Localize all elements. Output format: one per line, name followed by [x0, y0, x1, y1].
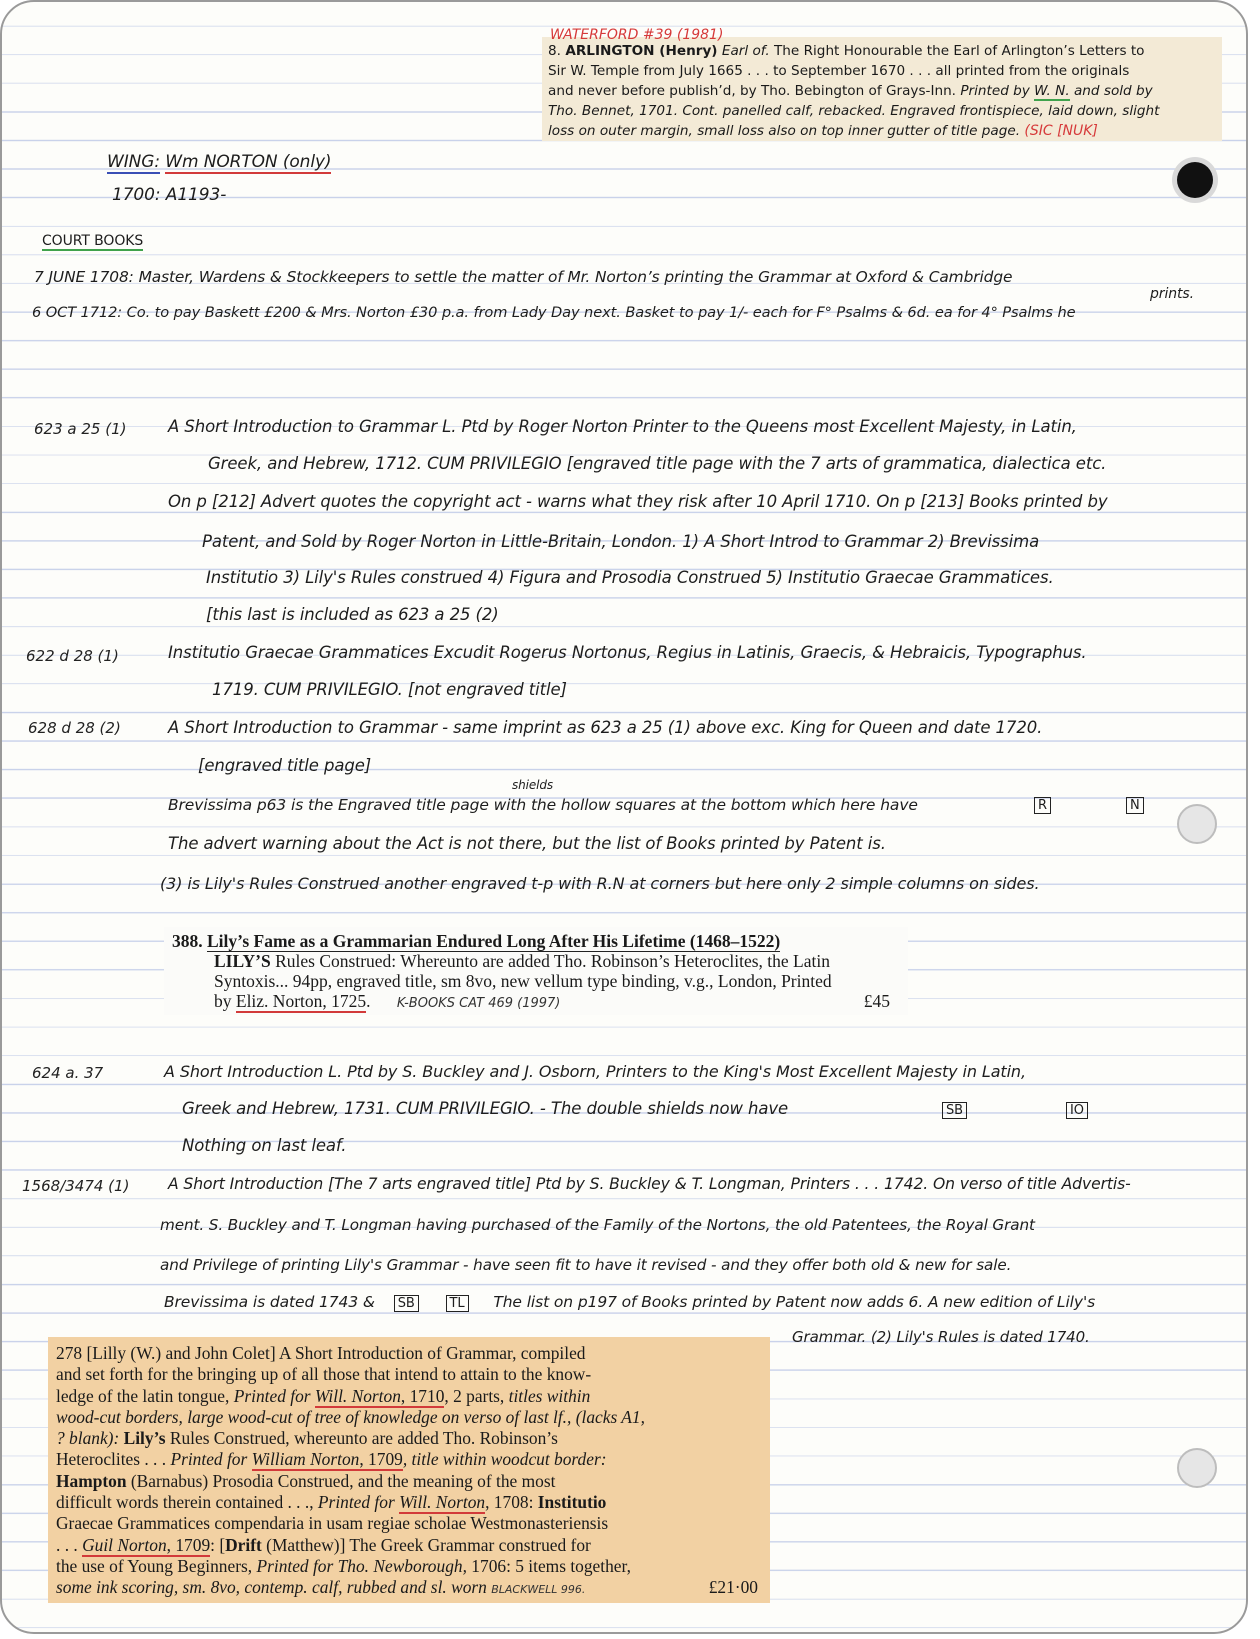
clipping-text: , title within woodcut border: [402, 1449, 607, 1470]
clipping-line [548, 121, 1216, 141]
court-books-line: 7 JUNE 1708: Master, Wardens & Stockkeepers to settle the matter of Mr. Norton’s printing the Grammar at Oxford & Cambridge [34, 268, 1013, 286]
shield-box [1034, 794, 1051, 813]
clipping-text: : [ [210, 1534, 226, 1555]
lot-number: 8. [548, 43, 561, 59]
clipping-title: Lily’s Fame as a Grammarian Endured Long After His Lifetime (1468–1522) [207, 931, 781, 951]
binder-hole-bottom [1177, 1448, 1217, 1488]
binder-hole-middle [1177, 804, 1217, 844]
entry-line: The advert warning about the Act is not there, but the list of Books printed by Patent is. [168, 834, 886, 853]
clipping-author: LILY’S [214, 951, 271, 971]
date: , 1709 [166, 1534, 211, 1555]
wing-ref: 1700: A1193- [112, 185, 227, 205]
clipping-text: Printed for Tho. Newborough, [256, 1555, 467, 1576]
clipping-text: some ink scoring, sm. 8vo, contemp. calf, rubbed and sl. worn [56, 1577, 487, 1598]
shelfmark: 622 d 28 (1) [26, 647, 119, 665]
clipping-line [548, 81, 1216, 101]
date: , 1708: [485, 1492, 534, 1513]
ms-note-sic: (SIC [NUK] [1024, 123, 1098, 139]
clipping-text: , 2 parts, [444, 1385, 509, 1406]
printer-initials: W. N. [1034, 83, 1070, 99]
shelfmark: 624 a. 37 [32, 1064, 104, 1082]
clipping-text: (Matthew)] The Greek Grammar construed for [261, 1534, 591, 1555]
clipping-line [56, 1471, 762, 1492]
clipping-text: . [366, 991, 371, 1011]
court-books-heading [42, 233, 143, 249]
shield-box [942, 1099, 967, 1118]
entry-text: The list on p197 of Books printed by Patent now adds 6. A new edition of Lily's [493, 1293, 1096, 1311]
printer-name: Eliz. Norton, 1725 [235, 991, 367, 1011]
clipping-text: Rules Construed: Whereunto are added Tho. Robinson’s Heteroclites, the Latin [270, 951, 830, 971]
shield-box-label: R [1034, 797, 1051, 814]
clipping-author: Hampton [56, 1470, 127, 1491]
clipping-text: Syntoxis... 94pp, engraved title, sm 8vo, new vellum type binding, v.g., London, Printed [214, 971, 832, 991]
entry-line: On p [212] Advert quotes the copyright act - warns what they risk after 10 April 1710. On p [213] Books printed by [168, 492, 1108, 511]
ms-note-waterford: WATERFORD #39 (1981) [550, 27, 724, 43]
clipping-text: wood-cut borders, large wood-cut of tree of knowledge on verso of last lf., (lacks A1, [56, 1406, 645, 1427]
catalogue-clipping-278 [48, 1337, 770, 1603]
clipping-line [172, 951, 900, 971]
entry-text: Brevissima is dated 1743 & [164, 1293, 375, 1311]
clipping-heading [172, 931, 900, 951]
author-title: Earl of. [717, 43, 770, 59]
court-books-note: prints. [1150, 286, 1194, 302]
clipping-text: titles within [508, 1385, 591, 1406]
clipping-text: Heteroclites . . . [56, 1449, 171, 1470]
lot-number: 278 [56, 1343, 83, 1363]
shelfmark: 1568/3474 (1) [22, 1177, 130, 1195]
ms-note-kbooks: K-BOOKS CAT 469 (1997) [396, 996, 561, 1011]
clipping-line [56, 1449, 762, 1470]
clipping-text: and never before publish’d, by Tho. Bebington of Grays-Inn. [548, 83, 957, 99]
clipping-line [56, 1577, 762, 1600]
clipping-line [172, 991, 900, 1014]
printer-name: Will. Norton [399, 1492, 486, 1513]
clipping-text: Tho. Bennet, 1701. Cont. panelled calf, rebacked. Engraved frontispiece, laid down, slight [548, 103, 1160, 119]
entry-line: and Privilege of printing Lily's Grammar - have seen fit to have it revised - and they offer both old & new for sale. [160, 1256, 1012, 1274]
entry-line: Nothing on last leaf. [182, 1136, 347, 1155]
wing-line [107, 152, 331, 172]
clipping-text: loss on outer margin, small loss also on top inner gutter of title page. [548, 123, 1021, 139]
entry-line: [engraved title page] [198, 756, 372, 775]
shelfmark: 628 d 28 (2) [28, 719, 121, 737]
binder-hole-top [1177, 162, 1213, 198]
shield-box-label: SB [942, 1102, 967, 1119]
entry-line: 1719. CUM PRIVILEGIO. [not engraved title] [212, 680, 567, 699]
entry-line: A Short Introduction [The 7 arts engraved title] Ptd by S. Buckley & T. Longman, Printers . . . 1742. On verso of title Advertis- [168, 1175, 1131, 1193]
date: , 1710 [400, 1385, 445, 1406]
price: £45 [863, 991, 890, 1011]
clipping-text: Sir W. Temple from July 1665 . . . to September 1670 . . . all printed from the originals [548, 63, 1130, 79]
clipping-author: Institutio [533, 1492, 607, 1513]
entry-line: Institutio 3) Lily's Rules construed 4) Figura and Prosodia Construed 5) Institutio Graecae Grammatices. [206, 568, 1054, 587]
price: £21·00 [708, 1577, 758, 1598]
clipping-text: and sold by [1073, 83, 1153, 99]
clipping-text: Printed for [313, 1492, 400, 1513]
shield-box [1126, 794, 1144, 813]
entry-line: Greek, and Hebrew, 1712. CUM PRIVILEGIO [engraved title page with the 7 arts of grammatica, dialectica etc. [208, 454, 1107, 473]
clipping-line [56, 1492, 762, 1513]
clipping-text: Rules Construed, whereunto are added Tho. Robinson’s [165, 1428, 558, 1449]
clipping-text: . . . [56, 1534, 83, 1555]
entry-line: A Short Introduction to Grammar L. Ptd by Roger Norton Printer to the Queens most Excellent Majesty, in Latin, [168, 417, 1077, 436]
clipping-line [56, 1556, 762, 1577]
clipping-text: (Barnabus) Prosodia Construed, and the meaning of the most [126, 1470, 556, 1491]
entry-line: ment. S. Buckley and T. Longman having purchased of the Family of the Nortons, the old Patentees, the Royal Grant [160, 1216, 1035, 1234]
printer-name: William Norton [251, 1449, 360, 1470]
clipping-text: by [214, 991, 236, 1011]
clipping-line [56, 1343, 762, 1364]
wing-label: WING: [107, 152, 160, 172]
catalogue-clipping-388 [164, 927, 908, 1015]
shield-box-label: TL [446, 1295, 469, 1312]
lot-number: 388. [172, 931, 203, 951]
wing-value: Wm NORTON (only) [165, 152, 332, 172]
clipping-text: Graecae Grammatices compendaria in usam regiae scholae Westmonasteriensis [56, 1513, 609, 1534]
shelfmark: 623 a 25 (1) [34, 420, 127, 438]
correction-note: shields [512, 778, 554, 792]
clipping-author: Lily’s [119, 1428, 166, 1449]
court-books-line: 6 OCT 1712: Co. to pay Baskett £200 & Mrs. Norton £30 p.a. from Lady Day next. Basket to pay 1/- each for F° Psalms & 6d. ea for 4° Psalms he [32, 304, 1076, 321]
shield-box-label: SB [394, 1295, 419, 1312]
clipping-text: Printed by [960, 83, 1030, 99]
clipping-text: Printed for [233, 1385, 315, 1406]
entry-line: Greek and Hebrew, 1731. CUM PRIVILEGIO. - The double shields now have [182, 1099, 789, 1118]
ms-note-blackwell: BLACKWELL 996. [491, 1583, 586, 1597]
clipping-author: Drift [225, 1534, 262, 1555]
catalogue-clipping-arlington [542, 27, 1222, 141]
shield-box-label: IO [1066, 1102, 1088, 1119]
clipping-text: ledge of the latin tongue, [56, 1385, 234, 1406]
clipping-line [56, 1428, 762, 1449]
entry-line: A Short Introduction to Grammar - same imprint as 623 a 25 (1) above exc. King for Queen and date 1720. [168, 718, 1043, 737]
court-books-heading-text: COURT BOOKS [42, 233, 144, 249]
clipping-text: [Lilly (W.) and John Colet] A Short Introduction of Grammar, compiled [86, 1343, 586, 1363]
clipping-text: ? blank): [56, 1428, 120, 1449]
entry-line: A Short Introduction L. Ptd by S. Buckley and J. Osborn, Printers to the King's Most Excellent Majesty in Latin, [164, 1062, 1026, 1081]
author-name: ARLINGTON (Henry) [565, 43, 718, 59]
date: , 1709 [359, 1449, 403, 1470]
shield-box [1066, 1099, 1088, 1118]
entry-line: (3) is Lily's Rules Construed another engraved t-p with R.N at corners but here only 2 simple columns on sides. [160, 874, 1040, 893]
clipping-line [56, 1386, 762, 1407]
entry-line: Patent, and Sold by Roger Norton in Little-Britain, London. 1) A Short Introd to Grammar 2) Brevissima [202, 532, 1040, 551]
clipping-line [56, 1535, 762, 1556]
printer-name: Guil Norton [82, 1534, 167, 1555]
entry-line: Brevissima p63 is the Engraved title page with the hollow squares at the bottom which here have [168, 796, 918, 814]
entry-line: [this last is included as 623 a 25 (2) [206, 605, 499, 624]
clipping-text: and set forth for the bringing up of all those that intend to attain to the know- [56, 1364, 592, 1385]
entry-line: Grammar. (2) Lily's Rules is dated 1740. [792, 1328, 1090, 1346]
clipping-text: 1706: 5 items together, [466, 1555, 631, 1576]
entry-line [164, 1293, 1095, 1311]
entry-line: Institutio Graecae Grammatices Excudit Rogerus Nortonus, Regius in Latinis, Graecis, & Hebraicis, Typographus. [168, 643, 1087, 662]
clipping-text: difficult words therein contained . . ., [56, 1492, 314, 1513]
shield-box-label: N [1126, 797, 1144, 814]
clipping-text: the use of Young Beginners, [56, 1555, 257, 1576]
clipping-text: The Right Honourable the Earl of Arlington’s Letters to [773, 43, 1145, 59]
printer-name: Will. Norton [314, 1385, 401, 1406]
clipping-text: Printed for [170, 1449, 252, 1470]
